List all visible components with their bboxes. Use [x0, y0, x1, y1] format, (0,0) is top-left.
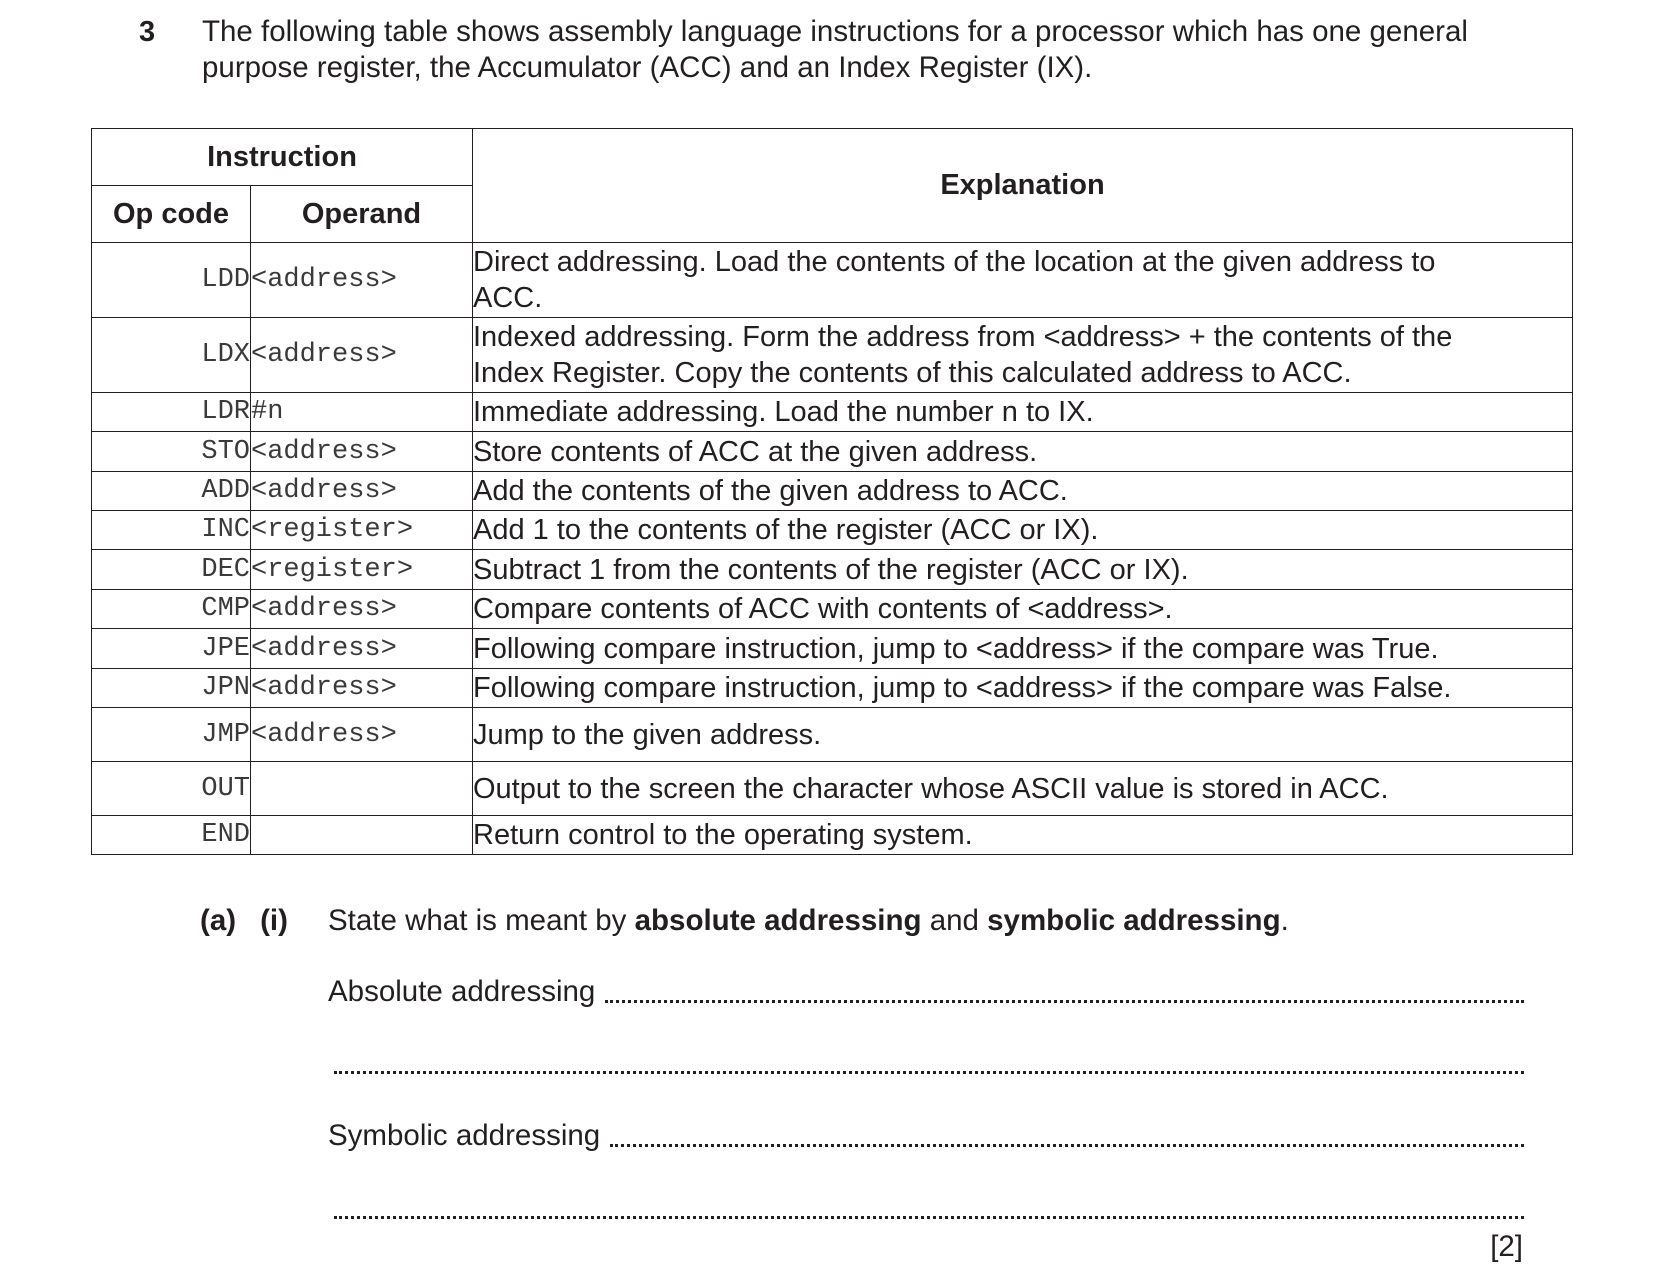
operand-cell: <address> [251, 472, 473, 511]
header-explanation: Explanation [473, 129, 1573, 243]
table-row [92, 432, 1573, 472]
table-row [92, 669, 1573, 708]
operand-cell [251, 816, 473, 855]
operand-cell: <address> [251, 708, 473, 762]
intro-line: The following table shows assembly language instructions for a processor which has one general [202, 15, 1468, 48]
question-part-a [200, 904, 1289, 938]
explanation-cell [473, 629, 1573, 669]
question-intro [202, 14, 1602, 86]
opcode-cell: DEC [92, 550, 251, 590]
explanation-cell [473, 816, 1573, 855]
explanation-cell [473, 511, 1573, 550]
stem-text: State what is meant by [328, 904, 635, 937]
header-opcode: Op code [92, 186, 251, 243]
opcode-cell: LDR [92, 393, 251, 432]
explanation-line: ACC. [473, 282, 543, 314]
table-row [92, 708, 1573, 762]
operand-cell: <address> [251, 243, 473, 318]
explanation-cell [473, 472, 1573, 511]
answer-line-symbolic[interactable] [328, 1119, 1524, 1153]
operand-cell: <address> [251, 590, 473, 629]
explanation-cell [473, 550, 1573, 590]
stem-text: . [1280, 904, 1289, 937]
opcode-cell: STO [92, 432, 251, 472]
explanation-line: Indexed addressing. Form the address from <address> + the contents of the [473, 321, 1453, 353]
explanation-line: Add 1 to the contents of the register (ACC or IX). [473, 514, 1099, 546]
dotted-answer-line[interactable] [334, 1071, 1524, 1074]
table-row [92, 511, 1573, 550]
table-row [92, 243, 1573, 318]
subpart-label: (i) [260, 904, 288, 937]
opcode-cell: JPN [92, 669, 251, 708]
dotted-answer-space[interactable] [610, 1143, 1524, 1147]
opcode-cell: LDX [92, 318, 251, 393]
explanation-line: Compare contents of ACC with contents of <address>. [473, 593, 1173, 625]
explanation-line: Return control to the operating system. [473, 819, 973, 851]
answer-label-symbolic: Symbolic addressing [328, 1119, 601, 1152]
explanation-cell [473, 708, 1573, 762]
explanation-line: Following compare instruction, jump to <address> if the compare was False. [473, 672, 1452, 704]
opcode-cell: JMP [92, 708, 251, 762]
explanation-cell [473, 590, 1573, 629]
table-row [92, 550, 1573, 590]
explanation-line: Index Register. Copy the contents of this calculated address to ACC. [473, 357, 1352, 389]
operand-cell: <address> [251, 432, 473, 472]
explanation-cell [473, 318, 1573, 393]
explanation-line: Subtract 1 from the contents of the register (ACC or IX). [473, 553, 1189, 586]
header-operand: Operand [251, 186, 473, 243]
explanation-line: Direct addressing. Load the contents of the location at the given address to [473, 246, 1436, 278]
table-row [92, 629, 1573, 669]
operand-cell: <address> [251, 629, 473, 669]
explanation-line: Add the contents of the given address to ACC. [473, 475, 1068, 507]
table-row [92, 472, 1573, 511]
marks-indicator: [2] [1490, 1230, 1523, 1263]
explanation-line: Store contents of ACC at the given address. [473, 435, 1038, 468]
opcode-cell: JPE [92, 629, 251, 669]
operand-cell: <register> [251, 550, 473, 590]
intro-line: purpose register, the Accumulator (ACC) and an Index Register (IX). [202, 51, 1093, 84]
term-symbolic: symbolic addressing [987, 904, 1281, 937]
explanation-cell [473, 432, 1573, 472]
operand-cell: <address> [251, 318, 473, 393]
table-row [92, 816, 1573, 855]
dotted-answer-space[interactable] [605, 999, 1524, 1003]
opcode-cell: CMP [92, 590, 251, 629]
explanation-cell [473, 243, 1573, 318]
explanation-line: Output to the screen the character whose ASCII value is stored in ACC. [473, 772, 1389, 805]
header-instruction: Instruction [92, 129, 473, 186]
explanation-cell [473, 669, 1573, 708]
stem-text: and [921, 904, 988, 937]
table-row [92, 318, 1573, 393]
table-row [92, 393, 1573, 432]
instruction-table [91, 128, 1573, 855]
instruction-table-body [92, 243, 1573, 855]
question-number: 3 [139, 16, 156, 48]
explanation-line: Jump to the given address. [473, 718, 822, 751]
opcode-cell: ADD [92, 472, 251, 511]
explanation-line: Immediate addressing. Load the number n to IX. [473, 396, 1094, 428]
operand-cell: <address> [251, 669, 473, 708]
term-absolute: absolute addressing [634, 904, 922, 937]
operand-cell [251, 762, 473, 816]
operand-cell: <register> [251, 511, 473, 550]
opcode-cell: OUT [92, 762, 251, 816]
opcode-cell: INC [92, 511, 251, 550]
part-label: (a) [200, 904, 237, 937]
opcode-cell: LDD [92, 243, 251, 318]
dotted-answer-line[interactable] [334, 1216, 1524, 1219]
answer-label-absolute: Absolute addressing [328, 975, 596, 1008]
question-stem [328, 904, 1289, 938]
answer-line-absolute[interactable] [328, 975, 1524, 1009]
explanation-cell [473, 393, 1573, 432]
table-row [92, 762, 1573, 816]
opcode-cell: END [92, 816, 251, 855]
operand-cell: #n [251, 393, 473, 432]
table-row [92, 590, 1573, 629]
explanation-cell [473, 762, 1573, 816]
explanation-line: Following compare instruction, jump to <address> if the compare was True. [473, 632, 1439, 665]
